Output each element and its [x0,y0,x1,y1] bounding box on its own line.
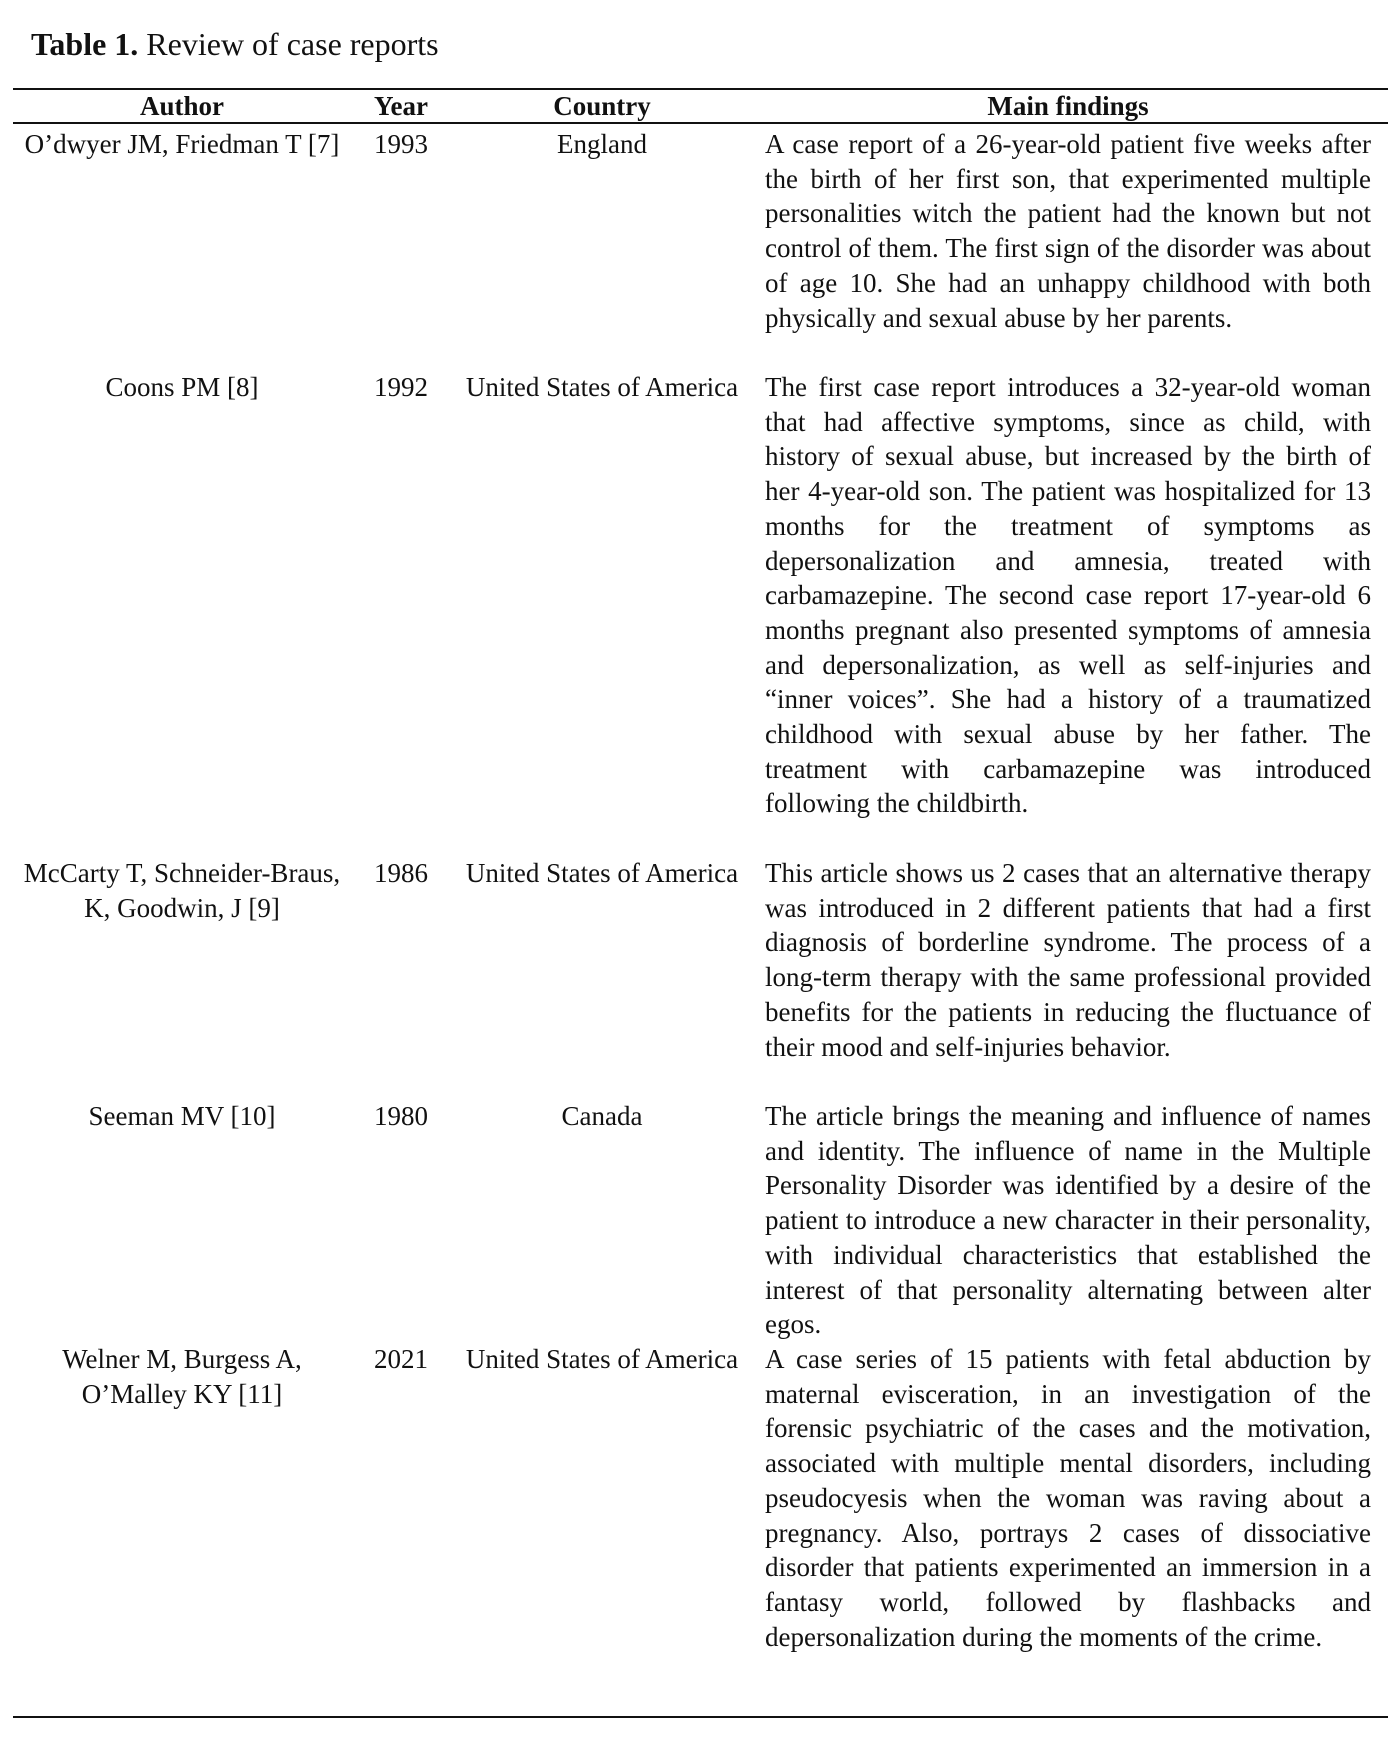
cell-country: United States of America [465,1344,739,1374]
cell-main-findings: A case report of a 26-year-old patient five weeks after the birth of her first son, that experimented multiple personalities witch the patient had the known but not control of them. The first sign of the disorder was about of age 10. She had an unhappy childhood with both physically and sexual abuse by her parents. [765,129,1371,333]
table-header-rule [13,122,1388,124]
table-bottom-rule [13,1716,1388,1718]
header-year: Year [374,91,428,121]
cell-year: 1993 [374,129,428,159]
cell-year: 1992 [374,372,428,402]
cell-main-findings: The first case report introduces a 32-year-old woman that had affective symptoms, since as child, with history of sexual abuse, but increased by the birth of her 4-year-old son. The patient was hospitalized for 13 months for the treatment of symptoms as depersonalization and amnesia, treated with carbamazepine. The second case report 17-year-old 6 months pregnant also presented symptoms of amnesia and depersonalization, as well as self-injuries and “inner voices”. She had a history of a traumatized childhood with sexual abuse by her father. The treatment with carbamazepine was introduced following the childbirth. [765,372,1371,819]
header-author: Author [139,91,224,121]
table-label: Table 1. [31,26,139,62]
cell-author: Seeman MV [10] [88,1101,276,1131]
cell-country: United States of America [465,858,739,888]
cell-year: 1986 [374,858,428,888]
cell-main-findings: The article brings the meaning and influence of names and identity. The influence of name in the Multiple Personality Disorder was identified by a desire of the patient to introduce a new character in their personality, with individual characteristics that established the interest of that personality alternating between alter egos. [765,1101,1371,1340]
cell-year: 1980 [374,1101,428,1131]
cell-main-findings: This article shows us 2 cases that an alternative therapy was introduced in 2 different patients that had a first diagnosis of borderline syndrome. The process of a long-term therapy with the same professional provided benefits for the patients in reducing the fluctuance of their mood and self-injuries behavior. [765,858,1371,1062]
header-main-findings: Main findings [987,91,1149,121]
header-country: Country [553,91,651,121]
table-caption [31,22,439,66]
cell-year: 2021 [374,1344,428,1374]
cell-author: Welner M, Burgess A, O’Malley KY [11] [62,1344,302,1409]
cell-author: Coons PM [8] [105,372,259,402]
cell-country: England [557,129,647,159]
cell-country: Canada [561,1101,643,1131]
cell-main-findings: A case series of 15 patients with fetal abduction by maternal evisceration, in an investigation of the forensic psychiatric of the cases and the motivation, associated with multiple mental disorders, including pseudocyesis when the woman was raving about a pregnancy. Also, portrays 2 cases of dissociative disorder that patients experimented an immersion in a fantasy world, followed by flashbacks and depersonalization during the moments of the crime. [765,1344,1371,1652]
table-title: Review of case reports [146,26,439,62]
cell-author: McCarty T, Schneider-Braus, K, Goodwin, J [9] [23,858,341,923]
table-header-row [0,90,1400,122]
cell-author: O’dwyer JM, Friedman T [7] [24,129,340,159]
cell-country: United States of America [465,372,739,402]
